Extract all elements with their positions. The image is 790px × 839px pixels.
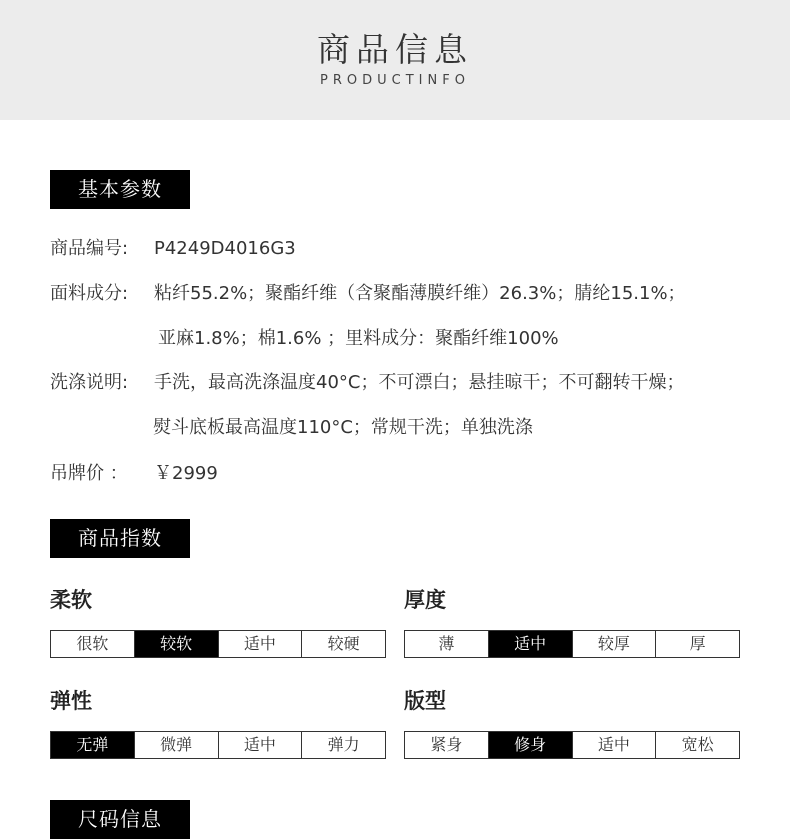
- wash-value-line2: 熨斗底板最高温度110°C；常规干洗；单独洗涤: [153, 417, 533, 438]
- fit-option: 紧身: [405, 732, 489, 758]
- fabric-value-line1: 粘纤55.2%；聚酯纤维（含聚酯薄膜纤维）26.3%；腈纶15.1%；: [154, 283, 686, 304]
- elasticity-option: 无弹: [51, 732, 135, 758]
- fit-scale: [404, 731, 740, 759]
- fabric-value-line2: 亚麻1.8%；棉1.6% ；里料成分：聚酯纤维100%: [158, 328, 559, 349]
- fit-option: 适中: [573, 732, 657, 758]
- thickness-option: 薄: [405, 631, 489, 657]
- fabric-label: 面料成分:: [50, 283, 129, 304]
- page-title: 商品信息: [317, 30, 473, 69]
- elasticity-scale: [50, 731, 386, 759]
- fit-option: 修身: [489, 732, 573, 758]
- product-code-row: [50, 237, 296, 261]
- header-banner: [0, 0, 790, 120]
- wash-row: [50, 371, 684, 395]
- product-code-value: P4249D4016G3: [154, 238, 296, 259]
- section-heading-size: 尺码信息: [50, 800, 190, 839]
- thickness-option: 厚: [689, 634, 706, 653]
- product-code-label: 商品编号:: [50, 238, 129, 259]
- section-heading-basic: 基本参数: [50, 170, 190, 209]
- softness-option: 很软: [51, 631, 135, 657]
- fabric-row: [50, 282, 686, 306]
- thickness-option: 较厚: [573, 631, 657, 657]
- elasticity-option: 弹力: [327, 735, 360, 754]
- price-row: [50, 462, 218, 486]
- page-subtitle: PRODUCTINFO: [320, 73, 470, 88]
- softness-title: 柔软: [50, 588, 92, 612]
- price-label: 吊牌价 ：: [50, 463, 128, 484]
- elasticity-title: 弹性: [50, 689, 92, 713]
- wash-value-line1: 手洗，最高洗涤温度40°C；不可漂白；悬挂晾干；不可翻转干燥；: [154, 372, 685, 393]
- elasticity-option: 适中: [219, 732, 303, 758]
- elasticity-option: 微弹: [135, 732, 219, 758]
- softness-option: 较硬: [327, 634, 360, 653]
- fit-title: 版型: [404, 689, 446, 713]
- thickness-title: 厚度: [404, 588, 446, 612]
- section-heading-index: 商品指数: [50, 519, 190, 558]
- thickness-scale: [404, 630, 740, 658]
- fit-option: 宽松: [681, 735, 714, 754]
- softness-option: 较软: [135, 631, 219, 657]
- wash-label: 洗涤说明:: [50, 372, 129, 393]
- softness-scale: [50, 630, 386, 658]
- softness-option: 适中: [219, 631, 303, 657]
- price-value: ￥2999: [154, 463, 218, 484]
- thickness-option: 适中: [489, 631, 573, 657]
